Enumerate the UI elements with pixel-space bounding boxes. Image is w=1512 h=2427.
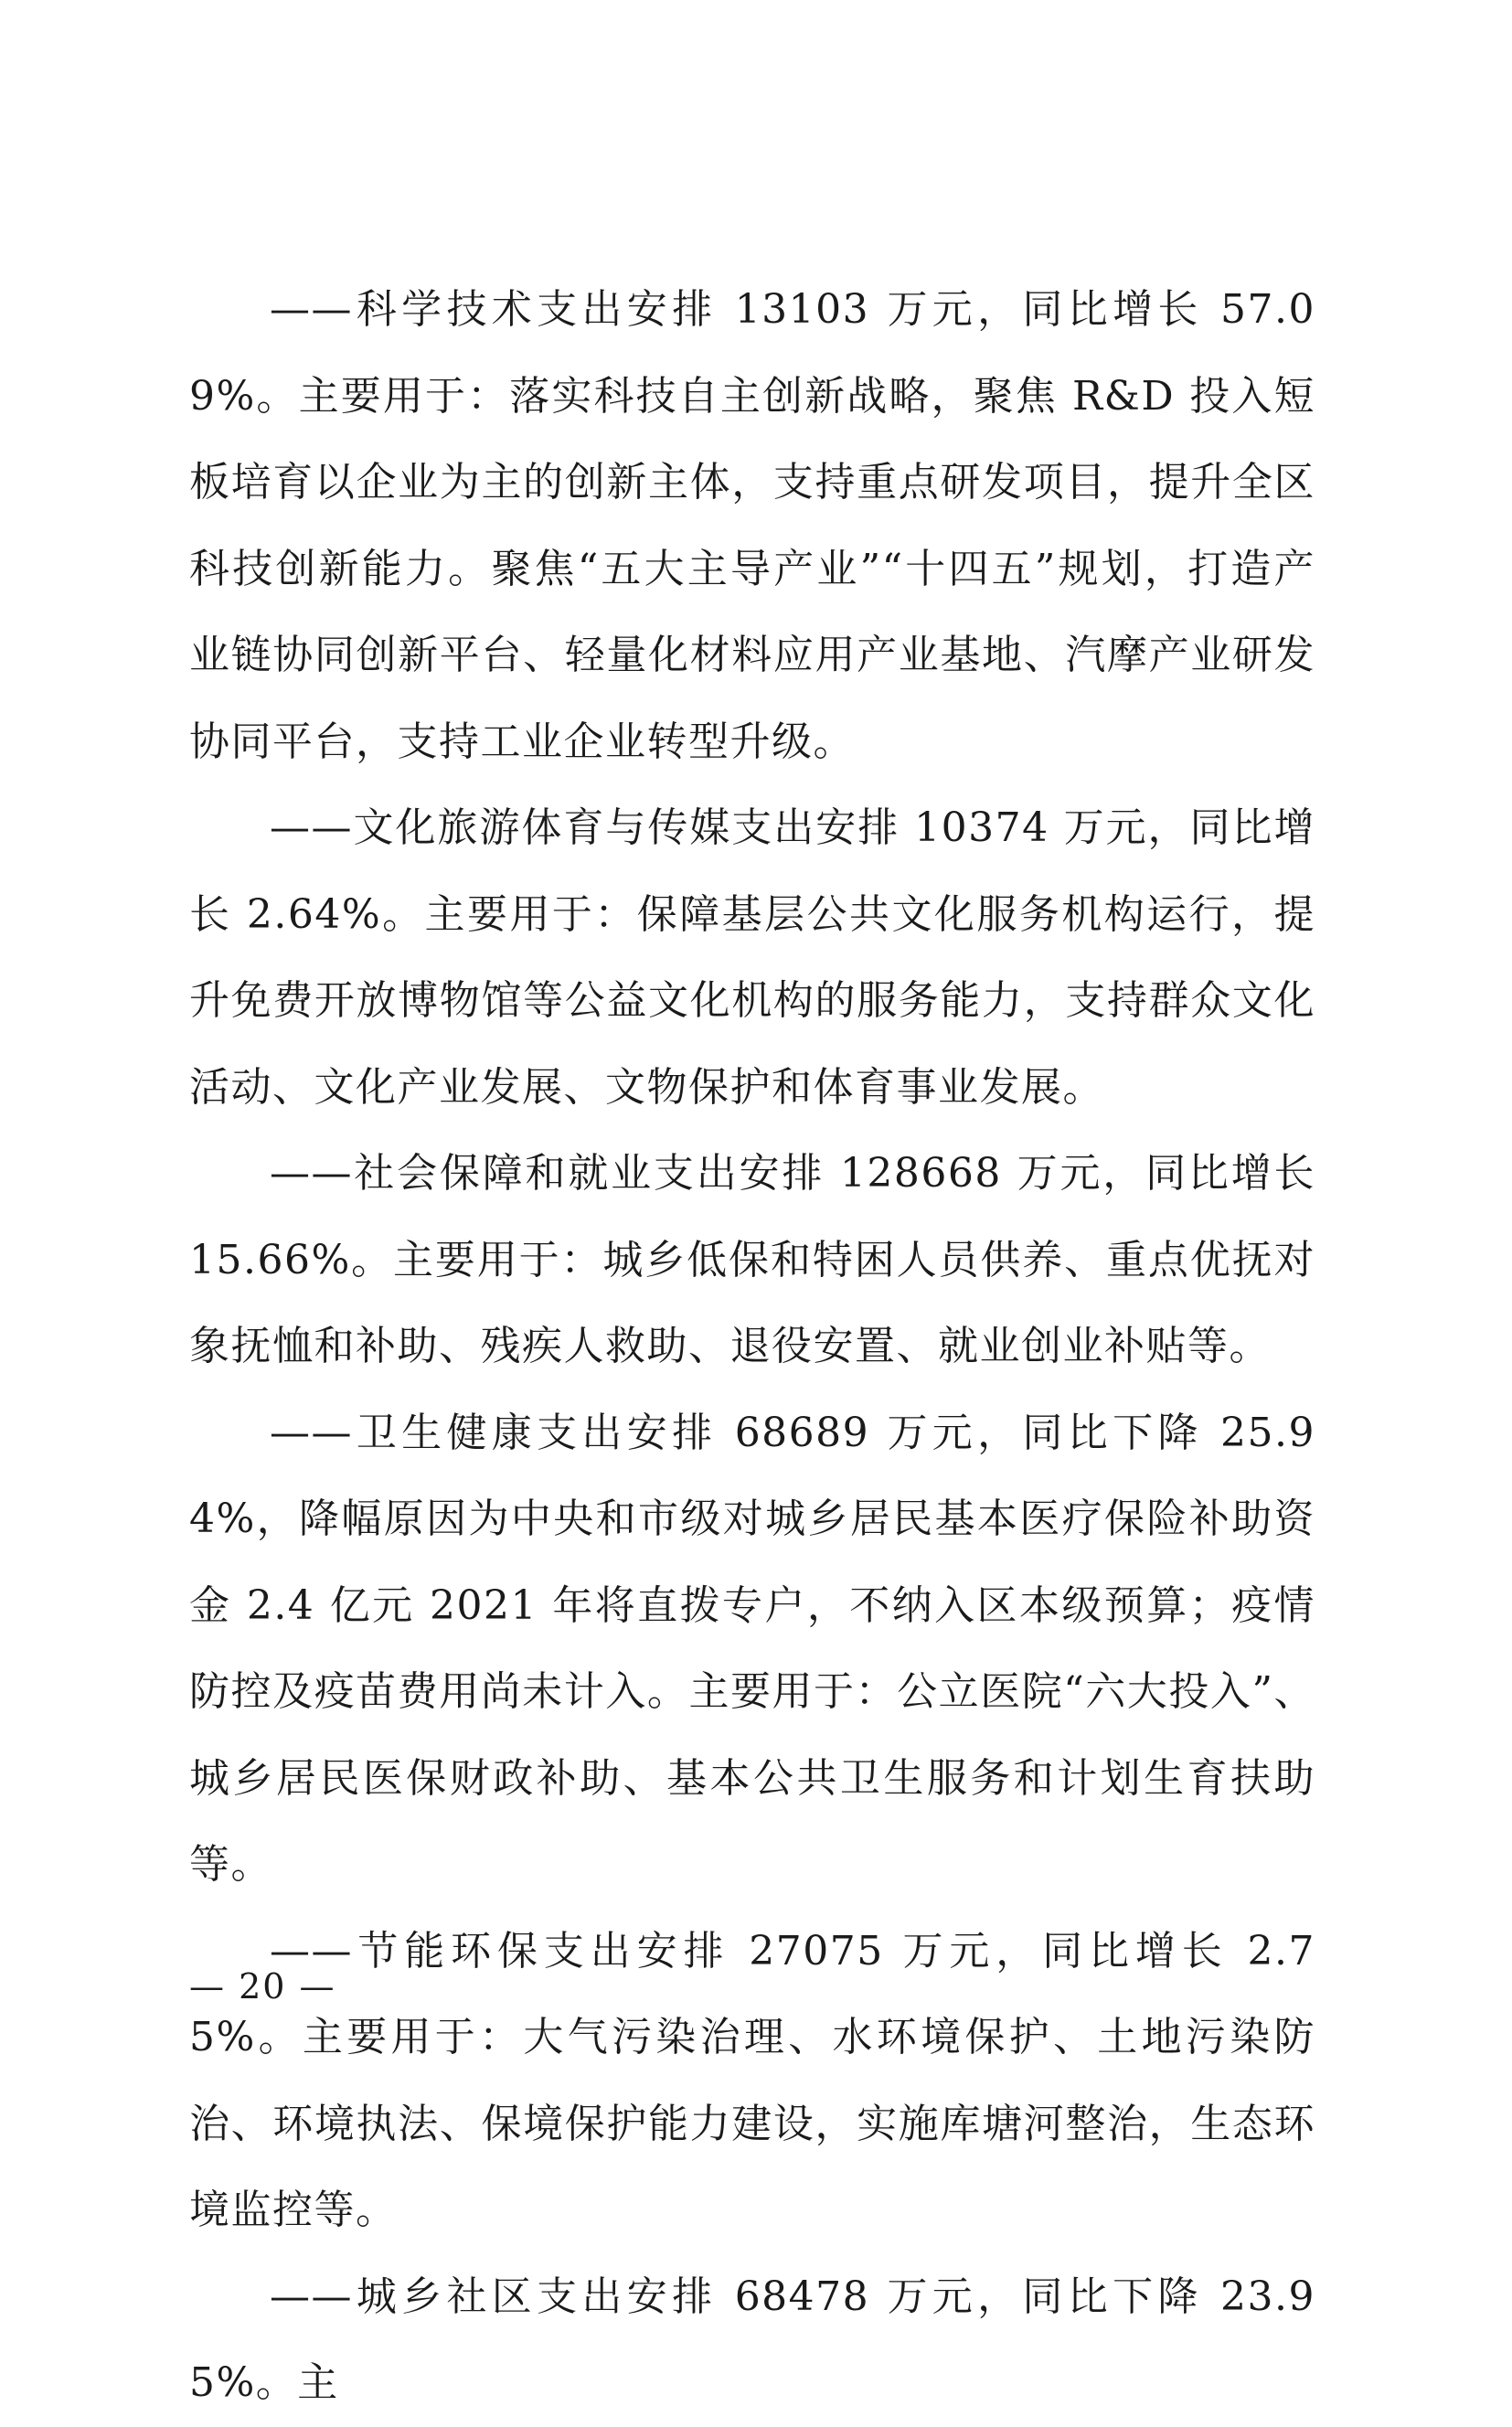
paragraph-urban-rural: ——城乡社区支出安排 68478 万元，同比下降 23.95%。主 <box>189 2273 1315 2406</box>
paragraph-health: ——卫生健康支出安排 68689 万元，同比下降 25.94%，降幅原因为中央和市级对城乡居民基本医疗保险补助资金 2.4 亿元 2021 年将直拨专户，不纳入区本级预算；疫情防控及疫苗费用尚未计入。主要用于：公立医院“六大投入”、城乡居民医保财政补助、基本公共卫生服务和计划生育扶助等。 <box>189 1409 1315 1888</box>
paragraph-environment: ——节能环保支出安排 27075 万元，同比增长 2.75%。主要用于：大气污染治理、水环境保护、土地污染防治、环境执法、保境保护能力建设，实施库塘河整治，生态环境监控等。 <box>189 1927 1315 2233</box>
page-number: — 20 — <box>189 1966 336 2007</box>
paragraph-social-security: ——社会保障和就业支出安排 128668 万元，同比增长 15.66%。主要用于：城乡低保和特困人员供养、重点优抚对象抚恤和补助、残疾人救助、退役安置、就业创业补贴等。 <box>189 1150 1315 1369</box>
paragraph-culture-tourism: ——文化旅游体育与传媒支出安排 10374 万元，同比增长 2.64%。主要用于：保障基层公共文化服务机构运行，提升免费开放博物馆等公益文化机构的服务能力，支持群众文化活动、文化产业发展、文物保护和体育事业发展。 <box>189 804 1315 1111</box>
body-text <box>189 267 1315 2427</box>
paragraph-science-tech: ——科学技术支出安排 13103 万元，同比增长 57.09%。主要用于：落实科技自主创新战略，聚焦 R&D 投入短板培育以企业为主的创新主体，支持重点研发项目，提升全区科技创新能力。聚焦“五大主导产业”“十四五”规划，打造产业链协同创新平台、轻量化材料应用产业基地、汽摩产业研发协同平台，支持工业企业转型升级。 <box>189 286 1315 765</box>
